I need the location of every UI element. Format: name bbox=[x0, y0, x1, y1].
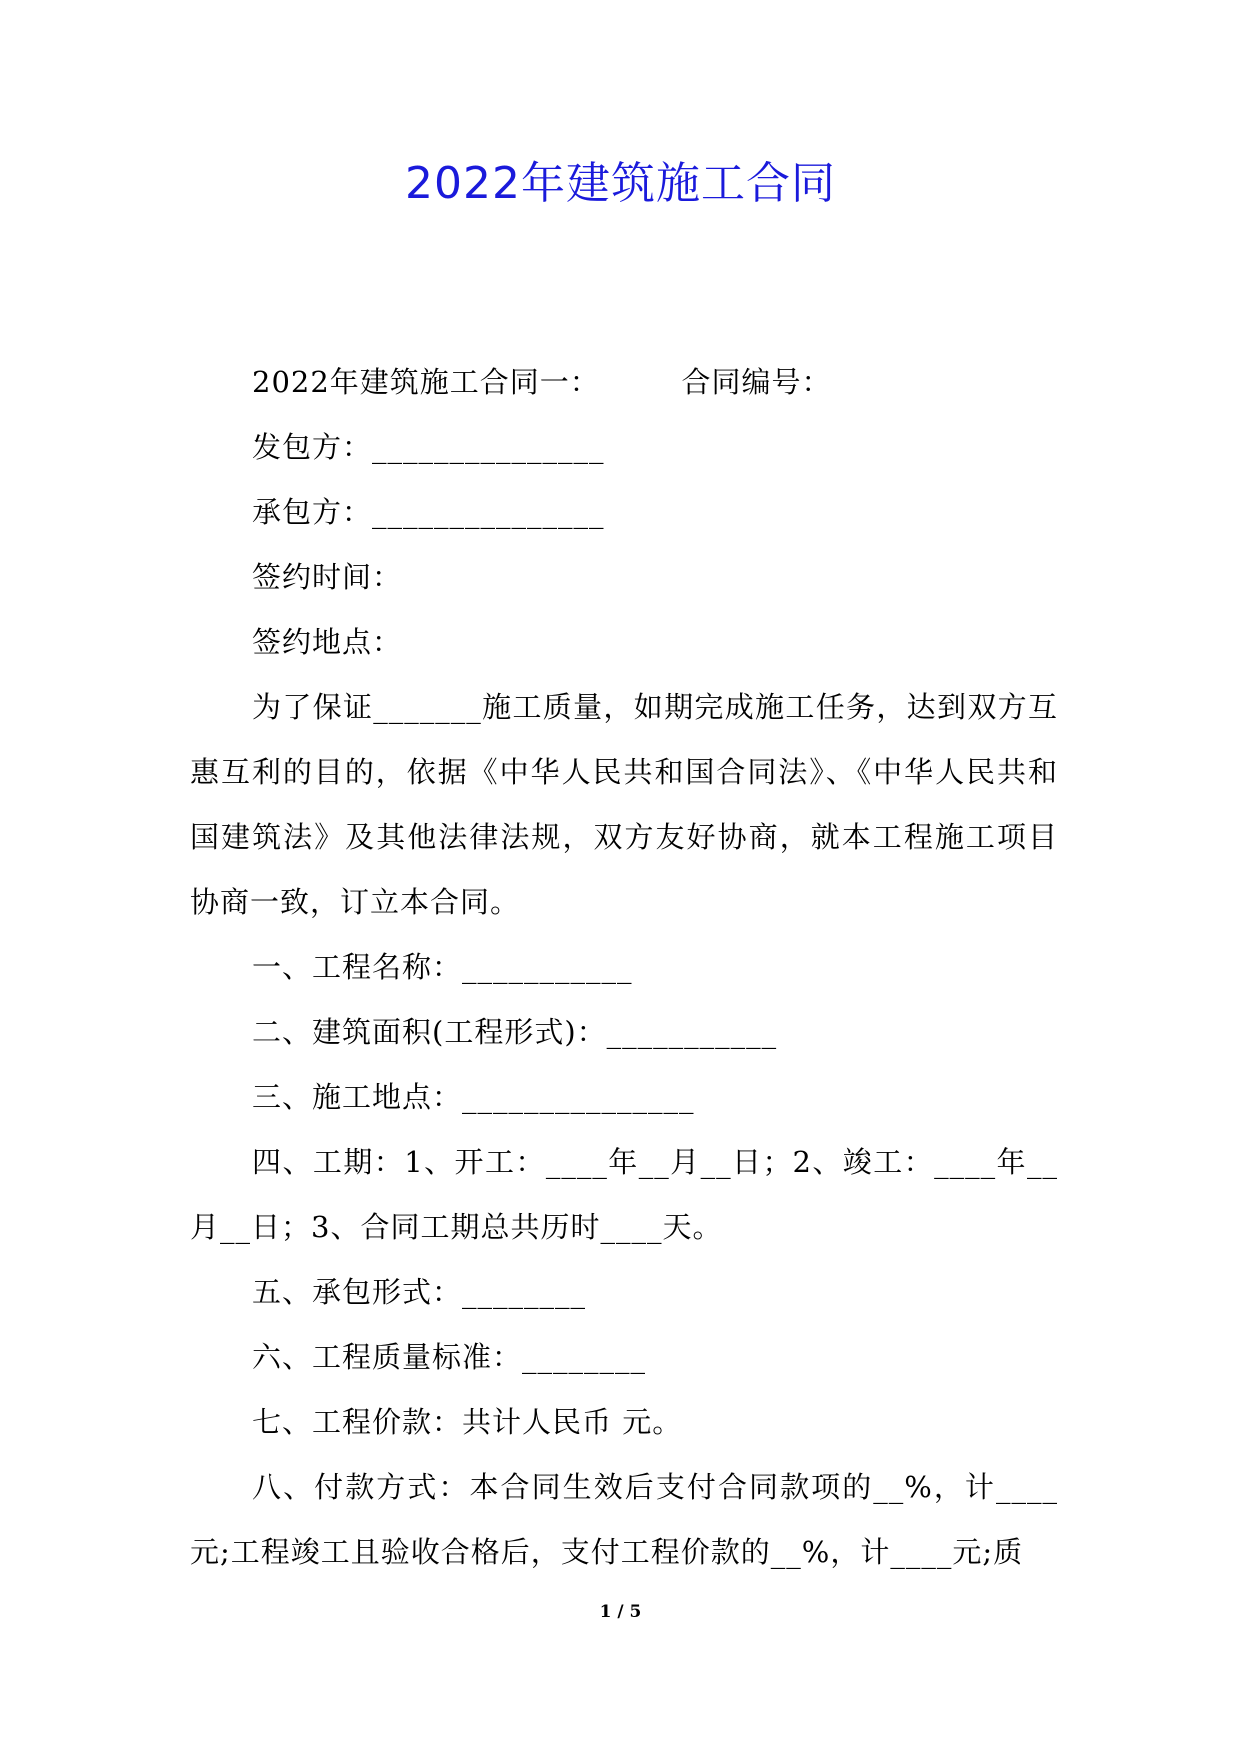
clause-contract-price: 七、工程价款：共计人民币 元。 bbox=[252, 1405, 683, 1439]
clause-project-name: 一、工程名称：___________ bbox=[252, 950, 633, 984]
employer-line: 发包方：_______________ bbox=[252, 430, 605, 464]
contractor-line: 承包方：_______________ bbox=[252, 495, 605, 529]
clause-duration: 四、工期：1、开工：____年__月__日；2、竣工：____年__月__日；3、合同工期总共历时____天。 bbox=[190, 1145, 1058, 1244]
preamble-paragraph: 为了保证_______施工质量，如期完成施工任务，达到双方互惠互利的目的，依据《中华人民共和国合同法》、《中华人民共和国建筑法》及其他法律法规，双方友好协商，就本工程施工项目协商一致，订立本合同。 bbox=[190, 690, 1058, 919]
signing-place-line: 签约地点： bbox=[252, 625, 403, 659]
clause-construction-site: 三、施工地点：_______________ bbox=[252, 1080, 695, 1114]
document-body bbox=[190, 350, 1058, 1585]
contract-header-line: 2022年建筑施工合同一： 合同编号： bbox=[252, 365, 832, 399]
clause-building-area: 二、建筑面积(工程形式)：___________ bbox=[252, 1015, 778, 1049]
document-title: 2022年建筑施工合同 bbox=[405, 158, 836, 209]
clause-contract-form: 五、承包形式：________ bbox=[252, 1275, 587, 1309]
clause-quality-standard: 六、工程质量标准：________ bbox=[252, 1340, 647, 1374]
page-number: 1 / 5 bbox=[599, 1602, 642, 1622]
clause-payment-method: 八、付款方式：本合同生效后支付合同款项的__%，计____元;工程竣工且验收合格后，支付工程价款的__%，计____元;质 bbox=[190, 1470, 1058, 1569]
signing-time-line: 签约时间： bbox=[252, 560, 403, 594]
